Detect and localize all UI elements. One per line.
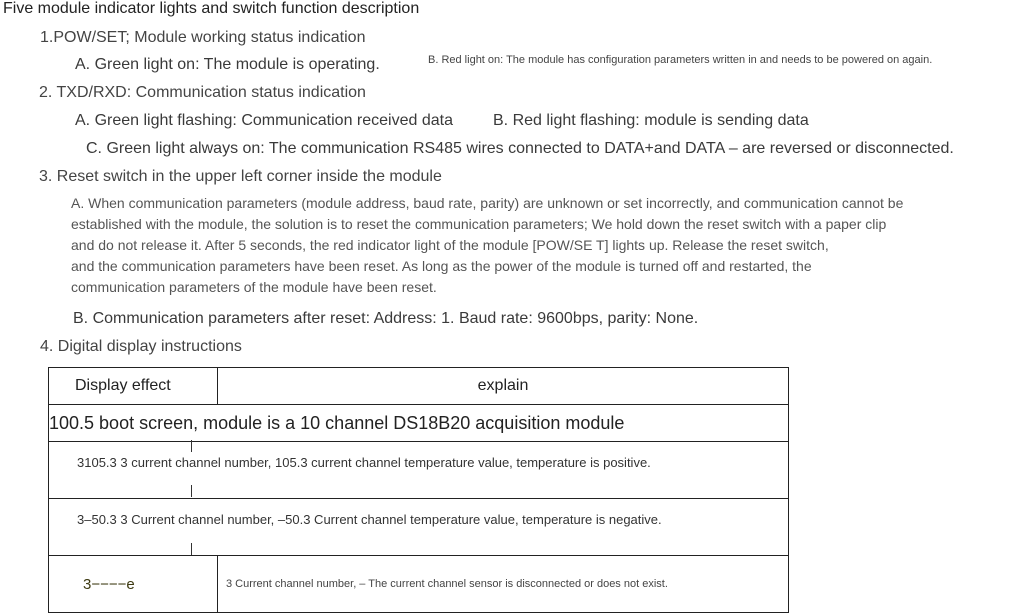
- paragraph-line: communication parameters of the module have been reset.: [71, 279, 437, 295]
- table-row: [49, 405, 789, 442]
- header-explain: explain: [218, 368, 789, 405]
- section3-paragraph: [71, 193, 1001, 298]
- table-header-row: [49, 368, 789, 405]
- paragraph-line: and do not release it. After 5 seconds, the red indicator light of the module [POW/SE T] lights up. Release the reset switch,: [71, 237, 829, 253]
- boot-screen-cell: 100.5 boot screen, module is a 10 channel DS18B20 acquisition module: [49, 405, 789, 442]
- last-explain-cell: 3 Current channel number, – The current channel sensor is disconnected or does not exist.: [218, 556, 789, 613]
- column-divider-tick: [191, 543, 192, 555]
- display-table: [48, 367, 789, 613]
- column-divider-tick: [191, 440, 192, 452]
- table-row: [49, 556, 789, 613]
- positive-row-text: 3105.3 3 current channel number, 105.3 current channel temperature value, temperature is positive.: [77, 454, 651, 470]
- paragraph-line: established with the module, the solution is to reset the communication parameters; We hold down the reset switch with a paper clip: [71, 216, 887, 232]
- positive-row-cell: [49, 442, 789, 499]
- paragraph-line: and the communication parameters have been reset. As long as the power of the module is turned off and restarted, the: [71, 258, 812, 274]
- section1-item-a: A. Green light on: The module is operating.: [75, 56, 380, 73]
- section2-item-b: B. Red light flashing: module is sending data: [493, 112, 809, 129]
- section2-item-c: C. Green light always on: The communication RS485 wires connected to DATA+and DATA – are reversed or disconnected.: [86, 140, 954, 157]
- section2-heading: 2. TXD/RXD: Communication status indication: [39, 84, 366, 101]
- section1-heading: 1.POW/SET; Module working status indication: [40, 29, 366, 46]
- negative-row-text: 3–50.3 3 Current channel number, –50.3 Current channel temperature value, temperature is negative.: [77, 511, 662, 527]
- table-row: [49, 442, 789, 499]
- section1-item-b: B. Red light on: The module has configuration parameters written in and needs to be powered on again.: [428, 54, 933, 66]
- last-display-cell: 3−−−−e: [49, 556, 218, 613]
- section3-heading: 3. Reset switch in the upper left corner inside the module: [39, 168, 442, 185]
- paragraph-line: A. When communication parameters (module address, baud rate, parity) are unknown or set incorrectly, and communication cannot be: [71, 195, 904, 211]
- negative-row-cell: [49, 499, 789, 556]
- table-row: [49, 499, 789, 556]
- header-display-effect: Display effect: [49, 368, 218, 405]
- section2-item-a: A. Green light flashing: Communication received data: [75, 112, 453, 129]
- column-divider-tick: [191, 485, 192, 497]
- section4-heading: 4. Digital display instructions: [40, 338, 242, 355]
- page-title: Five module indicator lights and switch function description: [3, 0, 420, 17]
- section3-item-b: B. Communication parameters after reset: Address: 1. Baud rate: 9600bps, parity: None.: [73, 310, 699, 327]
